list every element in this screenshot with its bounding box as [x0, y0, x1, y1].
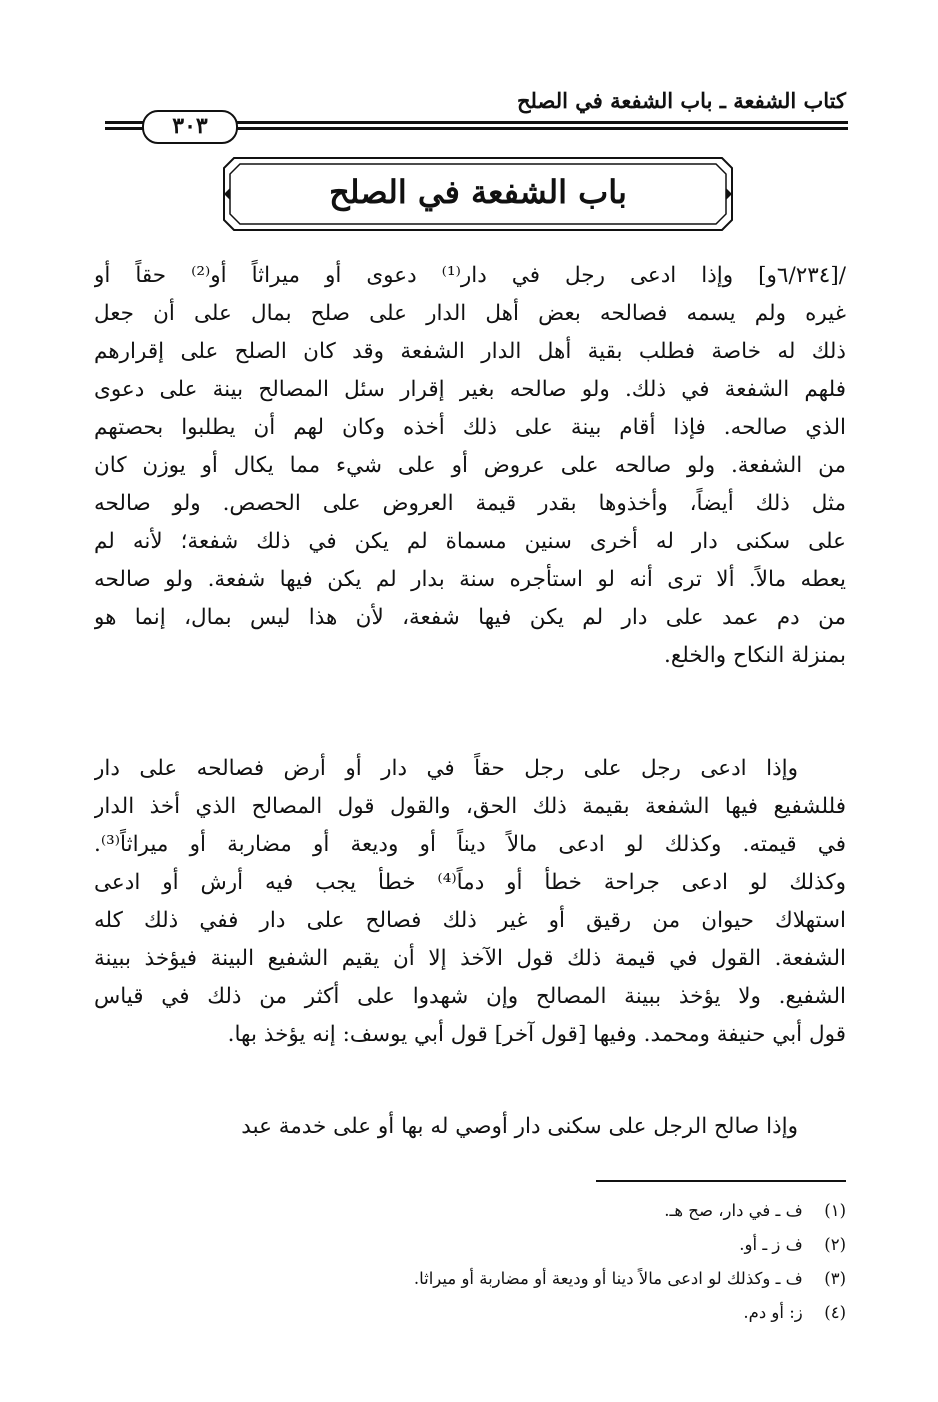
- text-line: وإذا صالح الرجل على سكنى دار أوصي له بها أو على خدمة عبد: [241, 1114, 798, 1139]
- footnote-text: ف ز ـ أو.: [739, 1235, 803, 1254]
- text-line: وإذا ادعى رجل على رجل حقاً في دار أو أرض فصالحه على دار: [94, 756, 798, 781]
- footnote-text: ف ـ وكذلك لو ادعى مالاً دينا أو وديعة أو مضاربة أو ميراثا.: [413, 1269, 803, 1288]
- text-line: فلهم الشفعة في ذلك. ولو صالحه بغير إقرار سئل المصالح بينة على دعوى: [94, 377, 846, 402]
- chapter-title: باب الشفعة في الصلح: [329, 173, 627, 211]
- text-line: يعطه مالاً. ألا ترى أنه لو استأجره سنة بدار لم يكن فيها شفعة. ولو صالحه: [94, 567, 846, 592]
- text-line: استهلاك حيوان من رقيق أو غير ذلك فصالح على دار ففي ذلك كله: [94, 908, 846, 933]
- paragraph-3: [94, 1108, 846, 1146]
- text-line: قول أبي حنيفة ومحمد. وفيها [قول آخر] قول أبي يوسف: إنه يؤخذ بها.: [227, 1022, 846, 1047]
- text-line: في قيمته. وكذلك لو ادعى مالاً ديناً أو وديعة أو مضاربة أو ميراثاً⁽³⁾.: [94, 832, 846, 857]
- paragraph-1: [94, 257, 846, 675]
- paragraph-2: [94, 750, 846, 1054]
- text-line: مثل ذلك أيضاً، وأخذوها بقدر قيمة العروض على الحصص. ولو صالحه: [94, 491, 846, 516]
- footnote-item: [94, 1262, 846, 1296]
- text-line: على سكنى دار له أخرى سنين مسماة لم يكن في ذلك شفعة؛ لأنه لم: [94, 529, 846, 554]
- footnote-text: ز: أو دم.: [743, 1303, 803, 1322]
- text-line: الشفعة. القول في قيمة ذلك قول الآخذ إلا أن يقيم الشفيع البينة فيؤخذ ببينة: [94, 946, 846, 971]
- text-line: ذلك له خاصة فطلب بقية أهل الدار الشفعة وقد كان الصلح على إقرارهم: [94, 339, 846, 364]
- text-line: الذي صالحه. فإذا أقام بينة على ذلك أخذه وكان لهم أن يطلبوا بحصتهم: [94, 415, 846, 440]
- text-line: فللشفيع فيها الشفعة بقيمة ذلك الحق، والقول قول المصالح الذي أخذ الدار: [94, 794, 846, 819]
- footnote-number: (٣): [824, 1269, 846, 1288]
- text-line: من دم عمد على دار لم يكن فيها شفعة، لأن هذا ليس بمال، إنما هو: [94, 605, 846, 630]
- footnote-number: (١): [824, 1201, 846, 1220]
- text-line: بمنزلة النكاح والخلع.: [663, 643, 846, 668]
- footnotes: [94, 1194, 846, 1330]
- footnote-separator: [596, 1180, 846, 1182]
- footnote-number: (٤): [824, 1303, 846, 1322]
- footnote-item: [94, 1296, 846, 1330]
- text-line: غيره ولم يسمه فصالحه بعض أهل الدار على صلح بمال على أن جعل: [94, 301, 846, 326]
- page-number: ٣٠٣: [142, 110, 238, 144]
- text-line: من الشفعة. ولو صالحه على عروض أو على شيء مما يكال أو يوزن كان: [94, 453, 846, 478]
- footnote-text: ف ـ في دار، صح هـ.: [664, 1201, 803, 1220]
- footnote-item: [94, 1194, 846, 1228]
- text-line: وكذلك لو ادعى جراحة خطأ أو دماً⁽⁴⁾ خطأ يجب فيه أرش أو ادعى: [94, 870, 846, 895]
- footnote-item: [94, 1228, 846, 1262]
- text-line: /[٦/٢٣٤و] وإذا ادعى رجل في دار⁽¹⁾ دعوى أو ميراثاً أو⁽²⁾ حقاً أو: [94, 263, 846, 288]
- footnote-number: (٢): [824, 1235, 846, 1254]
- chapter-title-frame: [222, 156, 734, 232]
- text-line: الشفيع. ولا يؤخذ ببينة المصالح وإن شهدوا على أكثر من ذلك في قياس: [94, 984, 846, 1009]
- running-header: كتاب الشفعة ـ باب الشفعة في الصلح: [517, 88, 846, 113]
